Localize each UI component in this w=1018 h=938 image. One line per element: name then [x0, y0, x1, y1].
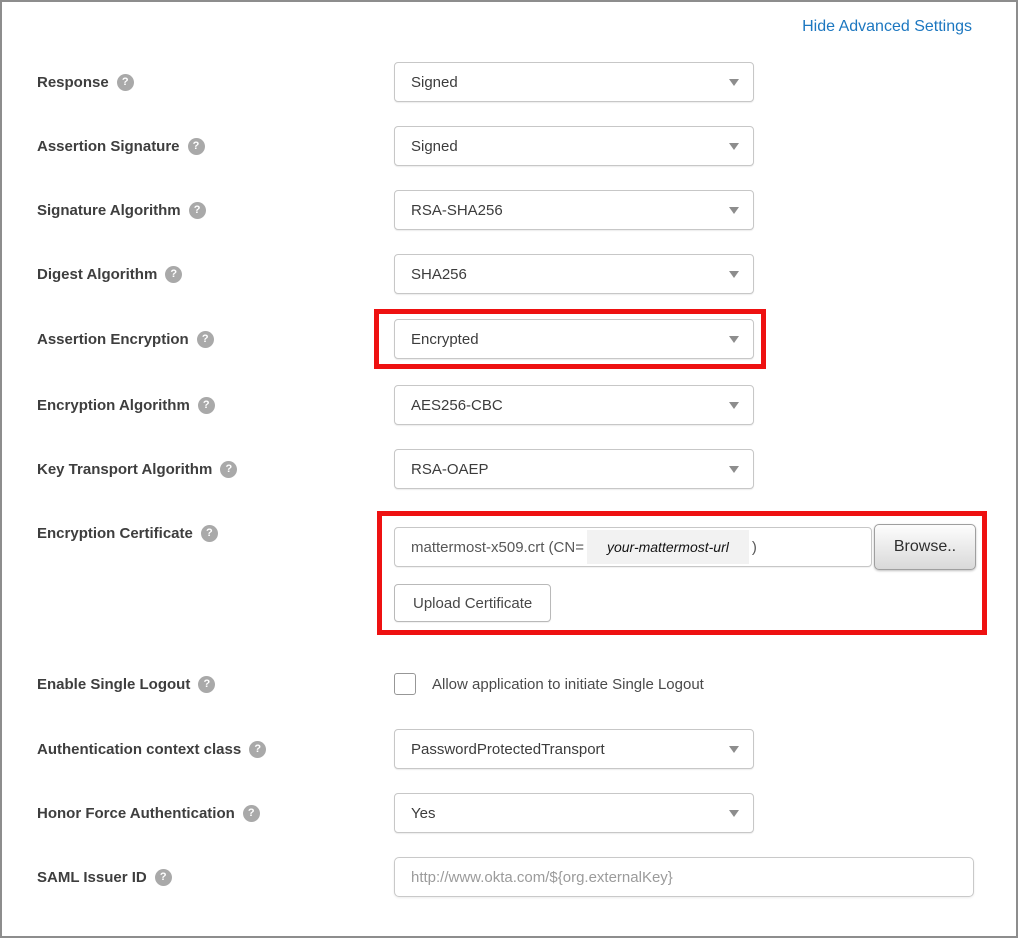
chevron-down-icon	[729, 143, 739, 150]
highlight-annotation-box	[374, 309, 766, 369]
help-icon[interactable]: ?	[198, 676, 215, 693]
saml-settings-form	[2, 40, 1016, 897]
field-label	[37, 805, 394, 822]
chevron-down-icon	[729, 466, 739, 473]
field-label	[37, 138, 394, 155]
field-label-text: Encryption Algorithm	[37, 396, 190, 414]
dropdown-value: Signed	[411, 137, 458, 155]
dropdown-value: RSA-OAEP	[411, 460, 489, 478]
dropdown-value: SHA256	[411, 265, 467, 283]
chevron-down-icon	[729, 79, 739, 86]
chevron-down-icon	[729, 336, 739, 343]
field-label	[37, 869, 394, 886]
dropdown-value: AES256-CBC	[411, 396, 503, 414]
dropdown-value: Signed	[411, 73, 458, 91]
honor-force-authentication-dropdown[interactable]	[394, 793, 754, 833]
field-label-text: Digest Algorithm	[37, 265, 158, 283]
redacted-url-overlay: your-mattermost-url	[587, 530, 749, 564]
help-icon[interactable]: ?	[117, 74, 134, 91]
dropdown-value: RSA-SHA256	[411, 201, 503, 219]
form-row-enable-single-logout	[37, 673, 1016, 695]
help-icon[interactable]: ?	[189, 202, 206, 219]
chevron-down-icon	[729, 207, 739, 214]
form-row-authentication-context-class	[37, 729, 1016, 769]
field-label-text: Honor Force Authentication	[37, 804, 235, 822]
dropdown-value: Yes	[411, 804, 436, 822]
form-row-honor-force-authentication	[37, 793, 1016, 833]
key-transport-algorithm-dropdown[interactable]	[394, 449, 754, 489]
single-logout-checkbox-label: Allow application to initiate Single Logout	[432, 675, 704, 693]
highlight-annotation-box	[377, 511, 987, 635]
certificate-filename-prefix: mattermost-x509.crt (CN=	[411, 538, 584, 556]
signature-algorithm-dropdown[interactable]	[394, 190, 754, 230]
form-row-response	[37, 62, 1016, 102]
help-icon[interactable]: ?	[165, 266, 182, 283]
form-row-encryption-algorithm	[37, 385, 1016, 425]
certificate-file-row	[394, 524, 982, 570]
field-label-text: Enable Single Logout	[37, 675, 191, 693]
field-label	[37, 202, 394, 219]
authentication-context-class-dropdown[interactable]	[394, 729, 754, 769]
field-label	[37, 331, 394, 348]
form-row-digest-algorithm	[37, 254, 1016, 294]
field-label	[37, 397, 394, 414]
assertion-encryption-dropdown[interactable]	[394, 319, 754, 359]
form-row-signature-algorithm	[37, 190, 1016, 230]
help-icon[interactable]: ?	[197, 331, 214, 348]
chevron-down-icon	[729, 746, 739, 753]
upload-certificate-button[interactable]: Upload Certificate	[394, 584, 551, 622]
digest-algorithm-dropdown[interactable]	[394, 254, 754, 294]
saml-issuer-id-input[interactable]	[394, 857, 974, 897]
form-row-assertion-signature	[37, 126, 1016, 166]
browse-button[interactable]: Browse..	[874, 524, 976, 570]
help-icon[interactable]: ?	[201, 525, 218, 542]
field-label	[37, 266, 394, 283]
header-row	[2, 2, 1016, 40]
dropdown-value: Encrypted	[411, 330, 479, 348]
form-row-encryption-certificate	[37, 511, 1016, 635]
help-icon[interactable]: ?	[249, 741, 266, 758]
field-label-text: Key Transport Algorithm	[37, 460, 213, 478]
hide-advanced-settings-link[interactable]: Hide Advanced Settings	[802, 18, 972, 35]
field-label	[37, 461, 394, 478]
field-label-text: Authentication context class	[37, 740, 242, 758]
single-logout-checkbox[interactable]	[394, 673, 416, 695]
certificate-filename-field[interactable]	[394, 527, 872, 567]
form-row-assertion-encryption	[37, 309, 1016, 369]
help-icon[interactable]: ?	[198, 397, 215, 414]
form-row-key-transport-algorithm	[37, 449, 1016, 489]
field-label-text: Assertion Encryption	[37, 330, 189, 348]
field-label	[37, 74, 394, 91]
field-label-text: SAML Issuer ID	[37, 868, 147, 886]
response-dropdown[interactable]	[394, 62, 754, 102]
field-label	[37, 741, 394, 758]
help-icon[interactable]: ?	[220, 461, 237, 478]
field-label	[37, 525, 394, 542]
help-icon[interactable]: ?	[243, 805, 260, 822]
dropdown-value: PasswordProtectedTransport	[411, 740, 605, 758]
chevron-down-icon	[729, 402, 739, 409]
help-icon[interactable]: ?	[188, 138, 205, 155]
field-label-text: Response	[37, 73, 109, 91]
chevron-down-icon	[729, 810, 739, 817]
help-icon[interactable]: ?	[155, 869, 172, 886]
field-label	[37, 676, 394, 693]
chevron-down-icon	[729, 271, 739, 278]
field-label-text: Assertion Signature	[37, 137, 180, 155]
form-row-saml-issuer-id	[37, 857, 1016, 897]
field-label-text: Encryption Certificate	[37, 525, 193, 542]
certificate-filename-suffix: )	[751, 538, 757, 556]
encryption-algorithm-dropdown[interactable]	[394, 385, 754, 425]
assertion-signature-dropdown[interactable]	[394, 126, 754, 166]
field-label-text: Signature Algorithm	[37, 201, 181, 219]
